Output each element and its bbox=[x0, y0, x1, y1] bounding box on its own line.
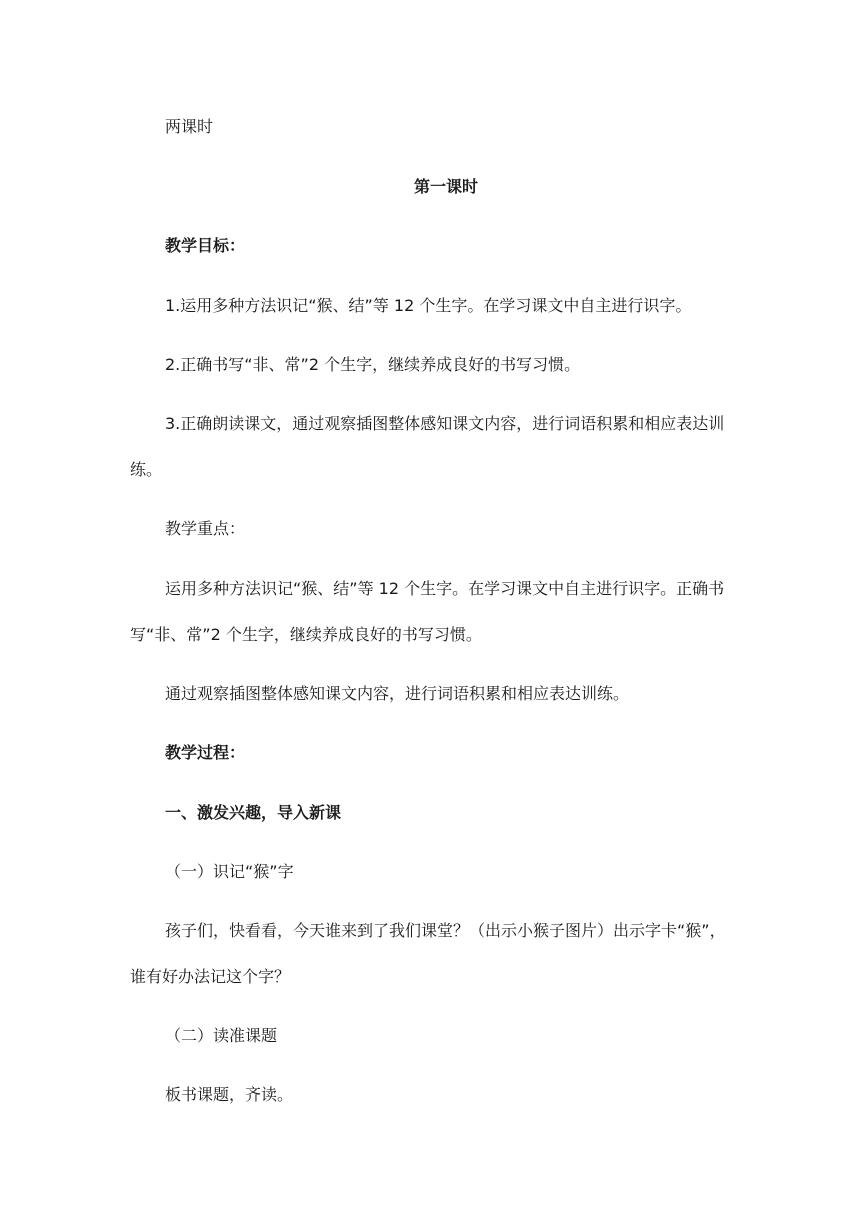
objective-2: 2.正确书写“非、常”2 个生字，继续养成良好的书写习惯。 bbox=[165, 355, 581, 374]
objectives-heading: 教学目标： bbox=[165, 236, 246, 255]
substep-1-heading: （一）识记“猴”字 bbox=[165, 862, 294, 881]
step-1-heading: 一、激发兴趣，导入新课 bbox=[165, 803, 342, 822]
key-point-2: 通过观察插图整体感知课文内容，进行词语积累和相应表达训练。 bbox=[165, 684, 630, 703]
process-heading: 教学过程： bbox=[165, 743, 246, 762]
key-point-1: 运用多种方法识记“猴、结”等 12 个生字。在学习课文中自主进行识字。正确书写“非、常”2 个生字，继续养成良好的书写习惯。 bbox=[130, 579, 725, 644]
substep-2-heading: （二）读准课题 bbox=[165, 1026, 278, 1045]
key-points-heading: 教学重点： bbox=[165, 519, 246, 538]
section-title: 第一课时 bbox=[413, 177, 478, 196]
objective-3: 3.正确朗读课文，通过观察插图整体感知课文内容，进行词语积累和相应表达训练。 bbox=[130, 414, 725, 479]
substep-1-body: 孩子们，快看看，今天谁来到了我们课堂？（出示小猴子图片）出示字卡“猴”，谁有好办法记这个字？ bbox=[130, 921, 726, 986]
objective-1: 1.运用多种方法识记“猴、结”等 12 个生字。在学习课文中自主进行识字。 bbox=[165, 296, 692, 315]
lesson-count: 两课时 bbox=[165, 117, 214, 136]
substep-2-body: 板书课题，齐读。 bbox=[165, 1085, 294, 1104]
